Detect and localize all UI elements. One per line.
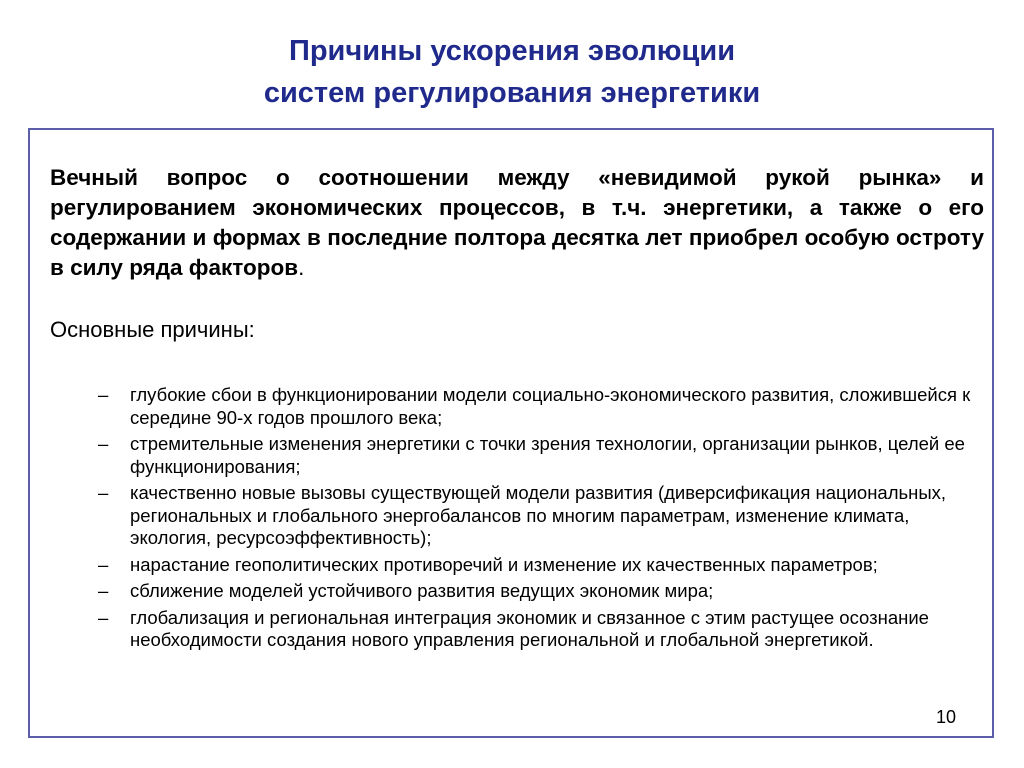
reasons-list — [50, 384, 980, 656]
reason-text: качественно новые вызовы существующей модели развития (диверсификация национальных, региональных и глобального энергобалансов по многим параметрам, изменение климата, экология, ресурсоэффективность); — [130, 482, 947, 548]
slide-title-line-1: Причины ускорения эволюции — [288, 35, 736, 67]
bullet-dash-icon: – — [98, 384, 109, 405]
intro-period: . — [298, 255, 305, 280]
content-box — [28, 128, 994, 738]
reason-item — [50, 580, 980, 603]
intro-paragraph — [50, 163, 984, 283]
reason-item — [50, 433, 980, 478]
reason-item — [50, 554, 980, 577]
reason-text: глобализация и региональная интеграция экономик и связанное с этим растущее осознание необходимости создания нового управления региональной и глобальной энергетикой. — [130, 606, 929, 650]
reason-text: глубокие сбои в функционировании модели социально-экономического развития, сложившейся к середине 90-х годов прошлого века; — [130, 384, 971, 428]
bullet-dash-icon: – — [98, 606, 109, 628]
reason-text: стремительные изменения энергетики с точки зрения технологии, организации рынков, целей ее функционирования; — [130, 433, 965, 477]
reason-text: сближение моделей устойчивого развития ведущих экономик мира; — [130, 580, 714, 601]
bullet-dash-icon: – — [98, 433, 109, 454]
reason-item — [50, 384, 980, 429]
reason-item — [50, 607, 980, 652]
slide-title-line-2: систем регулирования энергетики — [263, 77, 761, 109]
bullet-dash-icon: – — [98, 553, 109, 575]
reasons-heading: Основные причины: — [50, 317, 255, 342]
bullet-dash-icon: – — [98, 482, 109, 503]
slide-title — [0, 30, 1024, 114]
intro-text: Вечный вопрос о соотношении между «невидимой рукой рынка» и регулированием экономических процессов, в т.ч. энергетики, а также о его содержании и формах в последние полтора десятка лет приобрел особую остроту в силу ряда факторов — [50, 165, 984, 280]
bullet-dash-icon: – — [98, 580, 109, 601]
reason-text: нарастание геополитических противоречий и изменение их качественных параметров; — [130, 553, 878, 575]
page-number: 10 — [935, 707, 956, 727]
reason-item — [50, 482, 980, 550]
